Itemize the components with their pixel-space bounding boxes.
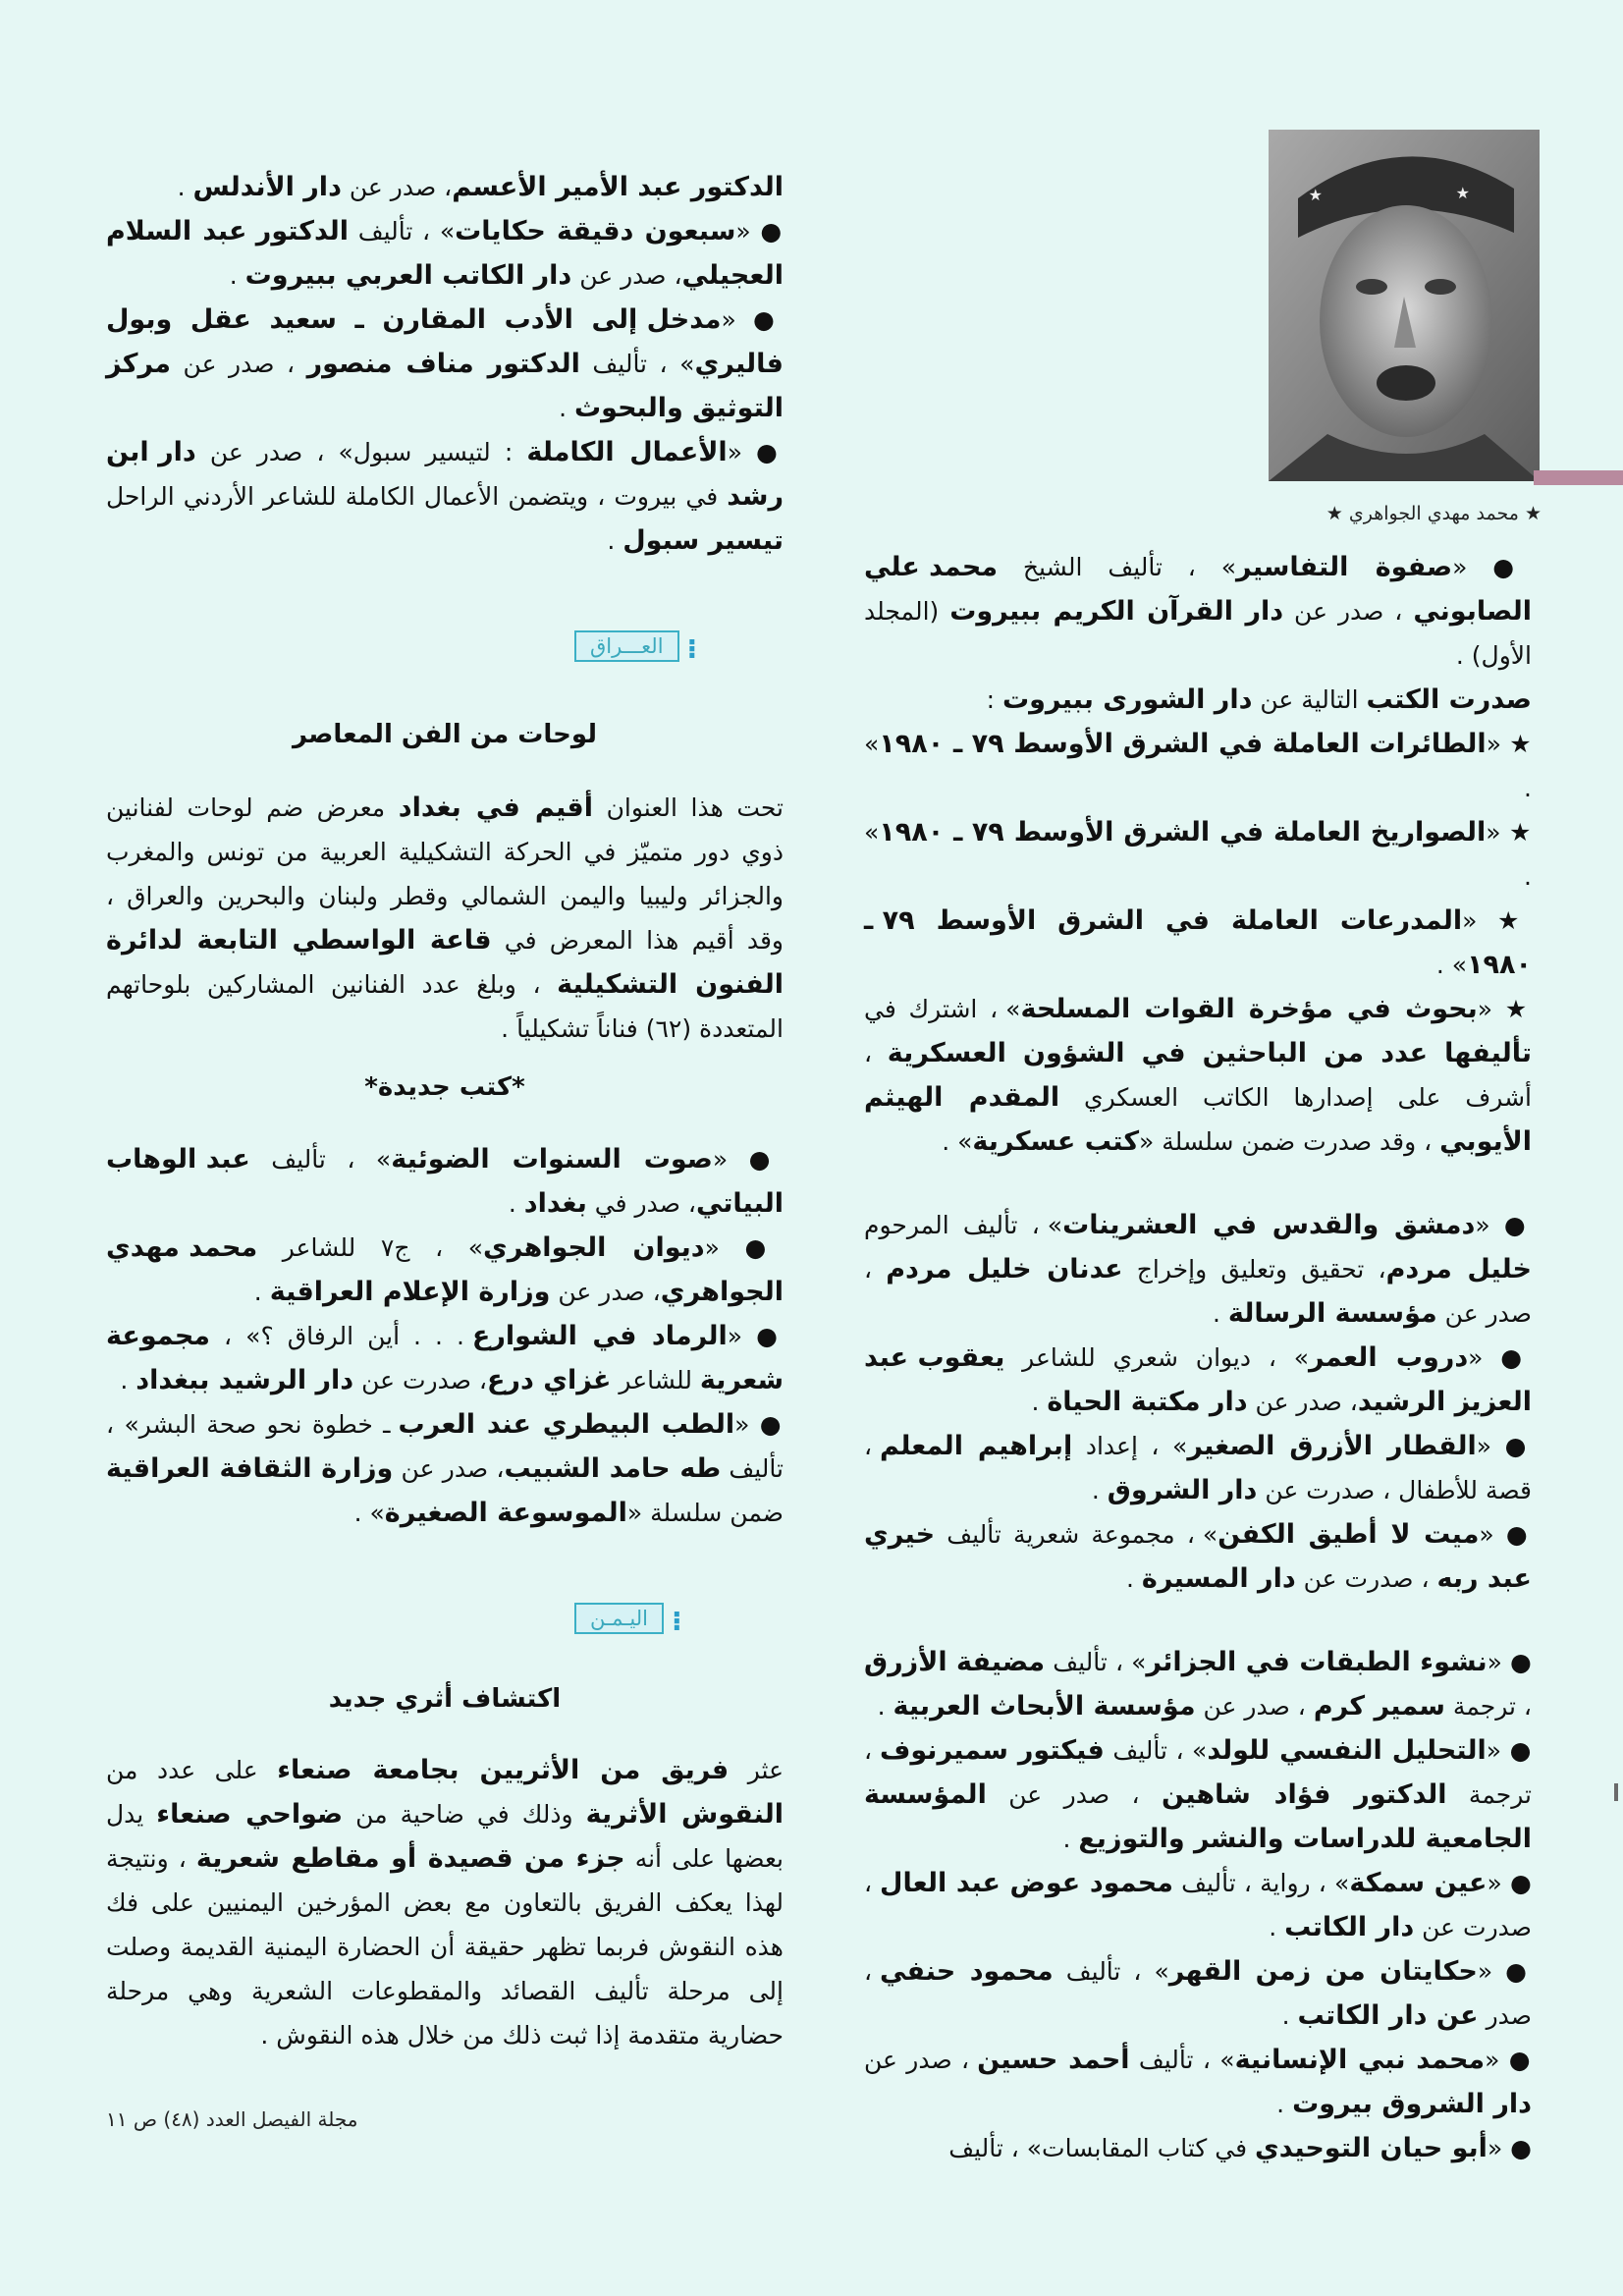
text: وذلك في ضاحية من [343, 1800, 586, 1829]
text: يدل بعضها على أنه [106, 1800, 784, 1873]
section-label: اليـمـن [574, 1603, 664, 1634]
text: » ، تأليف [249, 1145, 392, 1174]
edge-mark [1614, 1783, 1618, 1801]
paragraph [106, 209, 784, 298]
photo-caption: ★ محمد مهدي الجواهري ★ [1325, 503, 1542, 524]
right-group-2 [864, 1203, 1532, 1601]
bold-text: الرماد في الشوارع [471, 1321, 728, 1351]
bold-text: دار الكاتب العربي ببيروت [244, 260, 572, 291]
paragraph [106, 1137, 784, 1226]
bold-text: دار الكاتب [1284, 1912, 1415, 1942]
left-column [106, 165, 784, 563]
bold-text: مركز التوثيق والبحوث [106, 349, 784, 423]
text: » ، رواية ، تأليف [1172, 1869, 1350, 1897]
bold-text: وزارة الثقافة العراقية [106, 1453, 394, 1484]
text: ، صدر عن [550, 1278, 661, 1306]
text: . [559, 394, 575, 422]
text: ● « [727, 1322, 784, 1350]
bold-text: صفوة التفاسير [1236, 552, 1453, 582]
text: . [1062, 1825, 1079, 1853]
text: . [1091, 1476, 1108, 1504]
page-footer: مجلة الفيصل العدد (٤٨) ص ١١ [106, 2107, 358, 2131]
bold-text: أقيم في بغداد [398, 793, 593, 823]
text: » ، إعداد [1072, 1432, 1188, 1460]
paragraph [106, 1402, 784, 1535]
text: » ، تأليف الشيخ [998, 553, 1237, 581]
text: . [177, 173, 193, 201]
paragraph [864, 1861, 1532, 1949]
left-intro-list [106, 165, 784, 563]
bold-text: عدنان خليل مردم [886, 1254, 1123, 1285]
text: » . [1435, 951, 1468, 979]
bold-text: قاعة الواسطي التابعة لدائرة الفنون التشكيلية [106, 925, 784, 1000]
bold-text: الدكتور عبد السلام العجيلي [106, 216, 784, 291]
text: » . [942, 1127, 973, 1156]
bold-text: دار الشروق [1107, 1475, 1258, 1505]
text: ، صدر عن [864, 2046, 978, 2074]
bold-text: دار الرشيد ببغداد [135, 1365, 354, 1395]
bold-text: مؤسسة الرسالة [1227, 1298, 1437, 1329]
paragraph [106, 1748, 784, 2057]
text: : لتيسير سبول» ، صدر عن [195, 438, 527, 466]
text: ● « [1477, 1957, 1532, 1986]
right-group-3 [864, 1640, 1532, 2170]
text: » . [864, 818, 1532, 891]
bold-text: الموسوعة الصغيرة [384, 1498, 627, 1528]
text: ● « [734, 1410, 784, 1439]
text: ، وبلغ عدد الفنانين المشاركين بلوحاتهم المتعددة (٦٢) فناناً تشكيلياً . [106, 970, 784, 1043]
bold-text: فريق من الأثريين بجامعة صنعاء [277, 1755, 730, 1785]
paragraph [864, 810, 1532, 899]
bold-text: المؤسسة الجامعية للدراسات والنشر والتوزيع [864, 1779, 1532, 1854]
text: ، صدر عن [1283, 597, 1414, 626]
bold-text: دار الشروق بيروت [1292, 2089, 1532, 2119]
bold-text: الأعمال الكاملة [526, 437, 728, 467]
bold-text: عن دار الكاتب [1297, 2000, 1479, 2031]
paragraph [106, 786, 784, 1051]
text: ، صدر عن [393, 1454, 505, 1483]
bold-text: دار ابن رشد [106, 437, 784, 512]
text: ، ونتيجة لهذا يعكف الفريق بالتعاون مع بعض المؤرخين اليمنيين على فك هذه النقوش فربما تظهر حقيقة أن الحضارة اليمنية القديمة وصلت إلى مرحلة تأليف القصائد والمقطوعات الشعرية وهي مرحلة حضارية متقدمة إذا ثبت ذلك من خلال هذه النقوش . [106, 1844, 784, 2050]
text: » ، ج٧ للشاعر [257, 1233, 484, 1262]
text: ، صدرت عن [1295, 1564, 1437, 1593]
iraq-books [106, 1137, 784, 1535]
text: ● « [1476, 1432, 1533, 1460]
bold-text: حكايتان من زمن القهر [1168, 1956, 1478, 1987]
bold-text: مؤسسة الأبحاث العربية [893, 1691, 1196, 1722]
paragraph [864, 1640, 1532, 1728]
text: . [1212, 1299, 1228, 1328]
iraq-heading: لوحات من الفن المعاصر [293, 720, 597, 749]
text: ● « [1486, 1736, 1533, 1765]
text: ، صدر [864, 1957, 1532, 2030]
svg-text:★: ★ [1308, 186, 1323, 204]
paragraph [864, 545, 1532, 678]
bold-text: سمير كرم [1313, 1691, 1445, 1722]
bold-text: محمود حنفي [880, 1956, 1054, 1987]
text: ، صدرت عن [353, 1366, 487, 1394]
decorative-bar [1534, 470, 1623, 485]
text: ● « [1487, 2134, 1532, 2162]
paragraph [106, 1226, 784, 1314]
text: : [986, 685, 1003, 714]
bold-text: غزاي درع [486, 1365, 612, 1395]
bold-text: أحمد حسين [977, 2045, 1130, 2075]
text: » ، ديوان شعري للشاعر [1004, 1343, 1310, 1372]
paragraph [106, 430, 784, 563]
text: ، ترجمة [864, 1736, 1532, 1809]
yemen-paragraph-text [106, 1748, 784, 2057]
text: ● « [1485, 2046, 1533, 2074]
bold-text: محمد نبي الإنسانية [1234, 2045, 1486, 2075]
bold-text: دار الأندلس [192, 172, 342, 202]
spacer [864, 1164, 1532, 1203]
text: . [508, 1189, 524, 1218]
text: . [120, 1366, 136, 1394]
bold-text: المقدم الهيثم الأيوبي [864, 1082, 1532, 1157]
text: التالية عن [1252, 685, 1367, 714]
text: . [1126, 1564, 1142, 1593]
text: » ، تأليف [1129, 2046, 1235, 2074]
text: ★ « [1486, 730, 1533, 758]
text: تحت هذا العنوان [593, 793, 784, 822]
text: ● « [735, 217, 784, 246]
text: » . [353, 1499, 385, 1527]
text: عثر [729, 1756, 784, 1784]
text: ، أشرف على إصدارها الكاتب العسكري [864, 1039, 1532, 1112]
text: ضمن سلسلة « [626, 1499, 784, 1527]
paragraph [864, 678, 1532, 722]
text: ، ترجمة [1444, 1692, 1532, 1721]
bold-text: تيسير سبول [622, 525, 784, 556]
bold-text: الصواريخ العاملة في الشرق الأوسط ٧٩ ـ ١٩٨٠ [879, 817, 1487, 847]
bold-text: وزارة الإعلام العراقية [269, 1277, 551, 1307]
paragraph [106, 165, 784, 209]
section-dots-icon: ⁝ [672, 1605, 682, 1637]
text: . [1269, 1913, 1285, 1941]
bold-text: المدرعات العاملة في الشرق الأوسط ٧٩ ـ ١٩٨٠ [864, 905, 1532, 980]
text: » ، تأليف المرحوم [864, 1211, 1063, 1239]
bold-text: دار القرآن الكريم ببيروت [949, 596, 1284, 627]
bold-text: دروب العمر [1309, 1342, 1469, 1373]
text: ، صدر في [586, 1189, 696, 1218]
text: ● « [721, 305, 784, 334]
text: ، صدر عن [986, 1780, 1163, 1809]
bold-text: محمود عوض عبد العال [880, 1868, 1173, 1898]
yemen-section-tag [574, 1603, 682, 1637]
bold-text: دار مكتبة الحياة [1047, 1387, 1248, 1417]
paragraph [864, 1512, 1532, 1601]
yemen-heading: اكتشاف أثري جديد [328, 1684, 562, 1714]
text: ، صدر عن [1247, 1388, 1358, 1416]
paragraph [864, 1949, 1532, 2038]
bold-text: بحوث في مؤخرة القوات المسلحة [1020, 994, 1478, 1024]
text: ● « [704, 1233, 784, 1262]
portrait-photo [1269, 130, 1540, 481]
bold-text: النقوش الأثرية [585, 1799, 784, 1830]
text: . [877, 1692, 893, 1721]
paragraph [864, 2038, 1532, 2126]
text: (المجلد الأول) . [864, 597, 1532, 670]
text: . [1281, 2001, 1298, 2030]
text: ★ « [1477, 995, 1532, 1023]
bold-text: دار المسيرة [1141, 1563, 1296, 1594]
text: . [253, 1278, 270, 1306]
bold-text: مجموعة شعرية [106, 1321, 784, 1395]
iraq-section-tag [574, 630, 697, 665]
text: » ، تأليف [348, 217, 456, 246]
bold-text: دار الشورى ببيروت [1002, 684, 1253, 715]
text: ، قصة للأطفال ، صدرت عن [864, 1432, 1532, 1504]
text: ● « [1452, 553, 1532, 581]
iraq-paragraph-text [106, 786, 784, 1051]
bold-text: الطب البيطري عند العرب [398, 1409, 735, 1440]
bold-text: إبراهيم المعلم [880, 1431, 1073, 1461]
text: معرض ضم لوحات لفنانين ذوي دور متميّز في الحركة التشكيلية العربية من تونس والمغرب والجزائر وليبيا واليمن الشمالي وقطر ولبنان والبحرين والعراق ، وقد أقيم هذا المعرض في [106, 793, 784, 955]
text: ● « [1487, 1648, 1532, 1676]
text: » ، تأليف [1104, 1736, 1208, 1765]
text: » ، تأليف [1053, 1957, 1169, 1986]
bold-text: ديوان الجواهري [483, 1232, 705, 1263]
svg-text:★: ★ [1455, 184, 1470, 202]
text: ● « [1479, 1520, 1532, 1549]
bold-text: الدكتور مناف منصور [306, 349, 580, 379]
text: . [607, 526, 623, 555]
bold-text: الدكتور فؤاد شاهين [1162, 1779, 1447, 1810]
spacer [864, 1601, 1532, 1640]
paragraph [106, 1314, 784, 1402]
text: على عدد من [106, 1756, 278, 1784]
new-books-heading: *كتب جديدة* [364, 1072, 525, 1102]
text: ـ خطوة نحو صحة البشر» ، تأليف [106, 1410, 784, 1483]
bold-text: يعقوب عبد العزيز الرشيد [864, 1342, 1532, 1417]
bold-text: بغداد [523, 1188, 587, 1219]
text: . [1031, 1388, 1048, 1416]
paragraph [106, 298, 784, 430]
portrait-image [1269, 130, 1540, 481]
text: » ، تأليف [1045, 1648, 1147, 1676]
text: ، صدر عن [1195, 1692, 1314, 1721]
paragraph [864, 1336, 1532, 1424]
text: ● « [1468, 1343, 1532, 1372]
bold-text: مضيفة الأزرق [864, 1647, 1046, 1677]
bold-text: تأليفها عدد من الباحثين في الشؤون العسكرية [887, 1038, 1533, 1068]
paragraph [864, 1424, 1532, 1512]
bold-text: دمشق والقدس في العشرينات [1062, 1210, 1476, 1240]
bold-text: أبو حيان التوحيدي [1254, 2133, 1488, 2163]
bold-text: سبعون دقيقة حكايات [455, 216, 736, 246]
bold-text: صوت السنوات الضوئية [391, 1144, 713, 1175]
iraq-paragraph [106, 786, 784, 1051]
text: . [1276, 2090, 1293, 2118]
right-column [864, 545, 1532, 2170]
text: في كتاب المقابسات» ، تأليف [948, 2134, 1255, 2162]
iraq-books-list [106, 1137, 784, 1535]
section-dots-icon: ⁝ [686, 632, 698, 665]
text: ، صدر عن [171, 350, 307, 378]
text: » . [864, 730, 1532, 802]
section-label: العـــراق [574, 630, 679, 662]
bold-text: جزء من قصيدة أو مقاطع شعرية [195, 1843, 625, 1874]
paragraph [864, 899, 1532, 987]
bold-text: التحليل النفسي للولد [1207, 1735, 1487, 1766]
bold-text: عين سمكة [1349, 1868, 1488, 1898]
bold-text: محمد علي الصابوني [864, 552, 1532, 627]
text: ★ « [1486, 818, 1533, 847]
bold-text: مدخل إلى الأدب المقارن ـ سعيد عقل وبول فاليري [106, 304, 784, 379]
bold-text: فيكتور سميرنوف [880, 1735, 1105, 1766]
bold-text: صدرت الكتب [1366, 684, 1532, 715]
bold-text: طه حامد الشبيب [504, 1453, 722, 1484]
bold-text: عبد الوهاب البياتي [106, 1144, 784, 1219]
yemen-paragraph [106, 1748, 784, 2057]
text: » ، تأليف [579, 350, 695, 378]
text: ، صدر عن [571, 261, 682, 290]
text: ★ « [1462, 906, 1532, 935]
paragraph [864, 1728, 1532, 1861]
text: ، صدرت عن [864, 1869, 1532, 1941]
bold-text: ميت لا أطيق الكفن [1217, 1519, 1480, 1550]
text: ، صدر عن [864, 1255, 1532, 1328]
bold-text: الطائرات العاملة في الشرق الأوسط ٧٩ ـ ١٩٨٠ [879, 729, 1487, 759]
paragraph [864, 987, 1532, 1164]
text: ، صدر عن [341, 173, 453, 201]
bold-text: نشوء الطبقات في الجزائر [1146, 1647, 1488, 1677]
text: » ، اشترك في [864, 995, 1021, 1023]
text: ● « [727, 438, 784, 466]
text: ● « [712, 1145, 784, 1174]
paragraph [864, 722, 1532, 810]
text: للشاعر [611, 1366, 700, 1394]
text: » ، مجموعة شعرية تأليف [935, 1520, 1218, 1549]
text: ، تحقيق وتعليق وإخراج [1122, 1255, 1386, 1284]
bold-text: كتب عسكرية [972, 1126, 1140, 1157]
bold-text: الدكتور عبد الأمير الأعسم [452, 172, 784, 202]
text: . . . أين الرفاق ؟» ، [210, 1322, 472, 1350]
text: في بيروت ، ويتضمن الأعمال الكاملة للشاعر الأردني الراحل [106, 482, 728, 511]
bold-text: ضواحي صنعاء [156, 1799, 344, 1830]
bold-text: خيري عبد ربه [864, 1519, 1532, 1594]
right-group-1 [864, 545, 1532, 1164]
text: ● « [1475, 1211, 1532, 1239]
paragraph [864, 2126, 1532, 2170]
bold-text: خليل مردم [1385, 1254, 1533, 1285]
bold-text: القطار الأزرق الصغير [1187, 1431, 1477, 1461]
bold-text: محمد مهدي الجواهري [106, 1232, 784, 1307]
text: ● « [1487, 1869, 1532, 1897]
paragraph [864, 1203, 1532, 1336]
text: . [229, 261, 245, 290]
text: ، وقد صدرت ضمن سلسلة « [1139, 1127, 1440, 1156]
